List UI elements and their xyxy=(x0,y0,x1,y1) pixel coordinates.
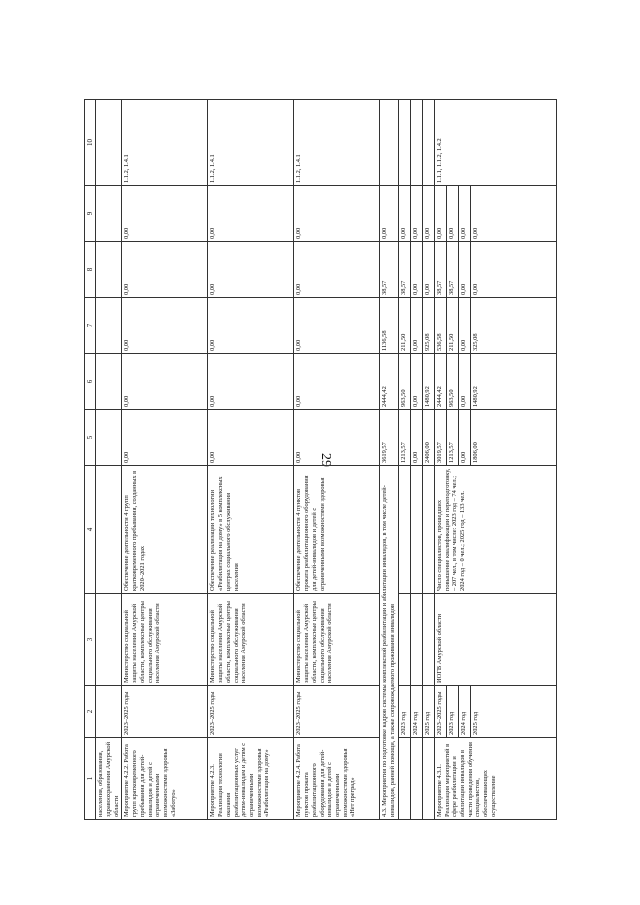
value-cell: 3019,57 xyxy=(434,410,446,466)
table-row xyxy=(208,100,294,820)
value-cell: 0,00 xyxy=(294,410,380,466)
cell: населения, образования, здравоохранения Амурской области xyxy=(96,738,122,820)
value-cell: 0,00 xyxy=(208,354,294,410)
value-cell: 0,00 xyxy=(410,186,422,242)
value-cell: 536,58 xyxy=(434,298,446,354)
value-cell: 0,00 xyxy=(446,186,458,242)
value-cell: 2444,42 xyxy=(434,354,446,410)
indicator-ref: 1.1.2, 1.4.1 xyxy=(122,100,208,186)
value-cell: 1213,57 xyxy=(398,410,410,466)
value-cell: 0,00 xyxy=(470,186,556,242)
header-col-5: 5 xyxy=(85,410,96,466)
value-cell: 0,00 xyxy=(294,186,380,242)
header-col-4: 4 xyxy=(85,466,96,594)
header-col-7: 7 xyxy=(85,298,96,354)
year-label: 2025 год xyxy=(422,686,434,738)
section-year-row xyxy=(422,100,434,820)
value-cell: 211,50 xyxy=(398,298,410,354)
value-cell: 38,57 xyxy=(434,242,446,298)
page-number: 29 xyxy=(318,453,333,467)
executor: ИОГВ Амурской области xyxy=(434,594,556,686)
value-cell: 0,00 xyxy=(122,298,208,354)
value-cell: 0,00 xyxy=(122,410,208,466)
section-year-row xyxy=(410,100,422,820)
value-cell: 38,57 xyxy=(380,242,398,298)
header-col-8: 8 xyxy=(85,242,96,298)
table-row xyxy=(434,100,446,820)
value-cell: 0,00 xyxy=(422,186,434,242)
value-cell: 963,50 xyxy=(398,354,410,410)
result: Обеспечение деятельности 4 пунктов проката реабилитационного оборудования для детей-инвалидов и детей с ограниченными возможностями здоровья xyxy=(294,466,380,594)
header-col-6: 6 xyxy=(85,354,96,410)
value-cell: 0,00 xyxy=(208,242,294,298)
value-cell: 0,00 xyxy=(410,354,422,410)
value-cell: 1213,57 xyxy=(446,410,458,466)
value-cell: 1480,92 xyxy=(470,354,556,410)
indicator-ref: 1.1.2, 1.4.1 xyxy=(208,100,294,186)
value-cell: 1136,58 xyxy=(380,298,398,354)
value-cell: 0,00 xyxy=(294,354,380,410)
period: 2023–2025 годы xyxy=(208,686,294,738)
year-label: 2024 год xyxy=(458,686,470,738)
table-row xyxy=(122,100,208,820)
section-row xyxy=(380,100,398,820)
value-cell: 38,57 xyxy=(398,242,410,298)
value-cell: 0,00 xyxy=(458,410,470,466)
result: Обеспечение деятельности 4 групп кратковременного пребывания, созданных в 2020–2021 годах xyxy=(122,466,208,594)
table-row xyxy=(458,100,470,820)
table-row xyxy=(294,100,380,820)
continuation-row xyxy=(96,100,122,820)
value-cell: 0,00 xyxy=(122,242,208,298)
value-cell: 0,00 xyxy=(294,242,380,298)
value-cell: 0,00 xyxy=(122,186,208,242)
rotated-table-sheet xyxy=(84,100,544,820)
value-cell: 0,00 xyxy=(458,242,470,298)
value-cell: 0,00 xyxy=(208,186,294,242)
year-label: 2023 год xyxy=(398,686,410,738)
measure-name: Мероприятие 4.2.2. Работа групп кратковременного пребывания для детей-инвалидов и детей с ограниченными возможностями здоровья «Заботуо» xyxy=(122,738,208,820)
value-cell: 3619,57 xyxy=(380,410,398,466)
value-cell: 211,50 xyxy=(446,298,458,354)
value-cell: 0,00 xyxy=(208,298,294,354)
period: 2023–2025 годы xyxy=(122,686,208,738)
value-cell: 925,08 xyxy=(422,298,434,354)
header-col-2: 2 xyxy=(85,686,96,738)
period: 2023–2025 годы xyxy=(294,686,380,738)
result: Число специалистов, прошедших повышение квалификации и переподготовку, – 207 чел., в том числе: 2023 год – 74 чел.; 2024 год – 0 чел.; 2025 год – 133 чел. xyxy=(434,466,556,594)
value-cell: 0,00 xyxy=(294,298,380,354)
value-cell: 0,00 xyxy=(398,186,410,242)
table-row xyxy=(446,100,458,820)
header-col-3: 3 xyxy=(85,594,96,686)
result: Обеспечение реализации технологии «Реабилитация на дому» в 5 комплексных центрах социального обслуживания населения xyxy=(208,466,294,594)
executor: Министерство социальной защиты населения Амурской области, комплексные центры социального обслуживания населения Амурской области xyxy=(208,594,294,686)
value-cell: 0,00 xyxy=(434,186,446,242)
value-cell: 38,57 xyxy=(446,242,458,298)
value-cell: 0,00 xyxy=(470,242,556,298)
section-year-row xyxy=(398,100,410,820)
executor: Министерство социальной защиты населения Амурской области, комплексные центры социального обслуживания населения Амурской области xyxy=(294,594,380,686)
value-cell: 0,00 xyxy=(380,186,398,242)
section-title: 4.3. Мероприятия по подготовке кадров системы комплексной реабилитации и абилитации инвалидов, в том числе детей-инвалидов, ранней помощи, а также сопровождаемого проживания инвалидов xyxy=(380,466,398,820)
year-label: 2025 год xyxy=(470,686,556,738)
value-cell: 963,50 xyxy=(446,354,458,410)
value-cell: 0,00 xyxy=(458,186,470,242)
value-cell: 0,00 xyxy=(458,354,470,410)
header-row xyxy=(85,100,96,820)
value-cell: 0,00 xyxy=(122,354,208,410)
value-cell: 2444,42 xyxy=(380,354,398,410)
value-cell: 1806,00 xyxy=(470,410,556,466)
value-cell: 2406,00 xyxy=(422,410,434,466)
year-label: 2023 год xyxy=(446,686,458,738)
value-cell: 0,00 xyxy=(410,298,422,354)
value-cell: 0,00 xyxy=(458,298,470,354)
value-cell: 0,00 xyxy=(410,242,422,298)
budget-table xyxy=(84,99,557,820)
table-row xyxy=(470,100,556,820)
period: 2023–2025 годы xyxy=(434,686,446,738)
executor: Министерство социальной защиты населения Амурской области, комплексные центры социального обслуживания населения Амурской области xyxy=(122,594,208,686)
year-label: 2024 год xyxy=(410,686,422,738)
value-cell: 0,00 xyxy=(208,410,294,466)
value-cell: 0,00 xyxy=(422,242,434,298)
header-col-9: 9 xyxy=(85,186,96,242)
header-col-10: 10 xyxy=(85,100,96,186)
measure-name: Мероприятие 4.3.1. Реализация мероприятий в сфере реабилитации и абилитации инвалидов в части проведения обучения специалистов, обеспечивающих осуществление xyxy=(434,738,556,820)
value-cell: 1480,92 xyxy=(422,354,434,410)
measure-name: Мероприятие 4.2.3. Реализация технологии оказания реабилитационных услуг детям-инвалидам и детям с ограниченными возможностями здоровья «Реабилитация на дому» xyxy=(208,738,294,820)
measure-name: Мероприятие 4.2.4. Работа пунктов проката реабилитационного оборудования для детей-инвалидов и детей с ограниченными возможностями здоровья «Нет преград» xyxy=(294,738,380,820)
indicator-ref: 1.1.2, 1.4.1 xyxy=(294,100,380,186)
header-col-1: 1 xyxy=(85,738,96,820)
value-cell: 0,00 xyxy=(410,410,422,466)
indicator-ref: 1.1.1, 1.1.2, 1.4.2 xyxy=(434,100,556,186)
value-cell: 325,08 xyxy=(470,298,556,354)
